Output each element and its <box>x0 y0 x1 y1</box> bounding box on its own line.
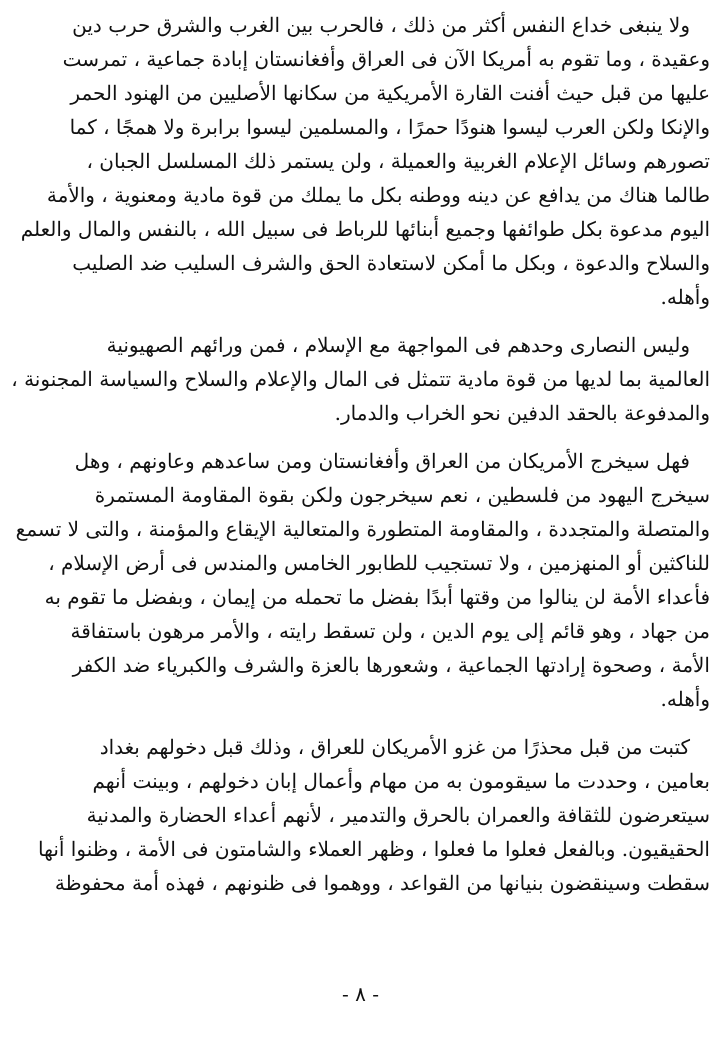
text-line: الأمة ، وصحوة إرادتها الجماعية ، وشعورها بالعزة والشرف والكبرياء ضد الكفر <box>72 653 710 677</box>
text-line: الحقيقيون. وبالفعل فعلوا ما فعلوا ، وظهر العملاء والشامتون فى الأمة ، وظنوا أنها <box>38 837 710 861</box>
text-line: سقطت وسينقضون بنيانها من القواعد ، ووهموا فى ظنونهم ، فهذه أمة محفوظة <box>54 871 710 895</box>
text-line: وعقيدة ، وما تقوم به أمريكا الآن فى العراق وأفغانستان إبادة جماعية ، تمرست <box>62 47 710 71</box>
text-line: عليها من قبل حيث أفنت القارة الأمريكية من سكانها الأصليين من الهنود الحمر <box>70 81 710 105</box>
text-line: للناكثين أو المنهزمين ، ولا تستجيب للطابور الخامس والمندس فى أرض الإسلام ، <box>48 551 710 575</box>
text-line: والسلاح والدعوة ، وبكل ما أمكن لاستعادة الحق والشرف السليب ضد الصليب <box>72 251 710 275</box>
text-line: فأعداء الأمة لن ينالوا من وقتها أبدًا بفضل ما تحمله من إيمان ، وبفضل ما تقوم به <box>44 585 710 609</box>
text-line: سيخرج اليهود من فلسطين ، نعم سيخرجون ولكن بقوة المقاومة المستمرة <box>94 483 710 507</box>
text-line: العالمية بما لديها من قوة مادية تتمثل فى المال والإعلام والسلاح والسياسة المجنونة ، <box>11 367 710 391</box>
text-line: ولا ينبغى خداع النفس أكثر من ذلك ، فالحرب بين الغرب والشرق حرب دين <box>72 13 690 37</box>
paragraph-4 <box>10 730 710 900</box>
text-line: تصورهم وسائل الإعلام الغربية والعميلة ، ولن يستمر ذلك المسلسل الجبان ، <box>86 149 710 173</box>
text-line: فهل سيخرج الأمريكان من العراق وأفغانستان ومن ساعدهم وعاونهم ، وهل <box>74 449 690 473</box>
text-line: طالما هناك من يدافع عن دينه ووطنه بكل ما يملك من قوة مادية ومعنوية ، والأمة <box>46 183 710 207</box>
paragraph-3 <box>10 444 710 716</box>
paragraph-1 <box>10 8 710 314</box>
text-line: وأهله. <box>660 687 710 711</box>
text-line: اليوم مدعوة بكل طوائفها وجميع أبنائها للرباط فى سبيل الله ، بالنفس والمال والعلم <box>20 217 710 241</box>
text-line: والمتصلة والمتجددة ، والمقاومة المتطورة والمتعالية الإيقاع والمؤمنة ، والتى لا تسمع <box>15 517 710 541</box>
text-line: من جهاد ، وهو قائم إلى يوم الدين ، ولن تسقط رايته ، والأمر مرهون باستفاقة <box>70 619 710 643</box>
page-body <box>10 8 710 914</box>
text-line: والمدفوعة بالحقد الدفين نحو الخراب والدمار. <box>334 401 710 425</box>
text-line: والإنكا ولكن العرب ليسوا هنودًا حمرًا ، والمسلمين ليسوا برابرة ولا همجًا ، كما <box>69 115 710 139</box>
text-line: وليس النصارى وحدهم فى المواجهة مع الإسلام ، فمن ورائهم الصهيونية <box>106 333 690 357</box>
text-line: وأهله. <box>660 285 710 309</box>
text-line: كتبت من قبل محذرًا من غزو الأمريكان للعراق ، وذلك قبل دخولهم بغداد <box>99 735 690 759</box>
paragraph-2 <box>10 328 710 430</box>
text-line: سيتعرضون للثقافة والعمران بالحرق والتدمير ، لأنهم أعداء الحضارة والمدنية <box>86 803 710 827</box>
page-number: - ٨ - <box>342 982 379 1006</box>
text-line: بعامين ، وحددت ما سيقومون به من مهام وأعمال إبان دخولهم ، وبينت أنهم <box>92 769 710 793</box>
